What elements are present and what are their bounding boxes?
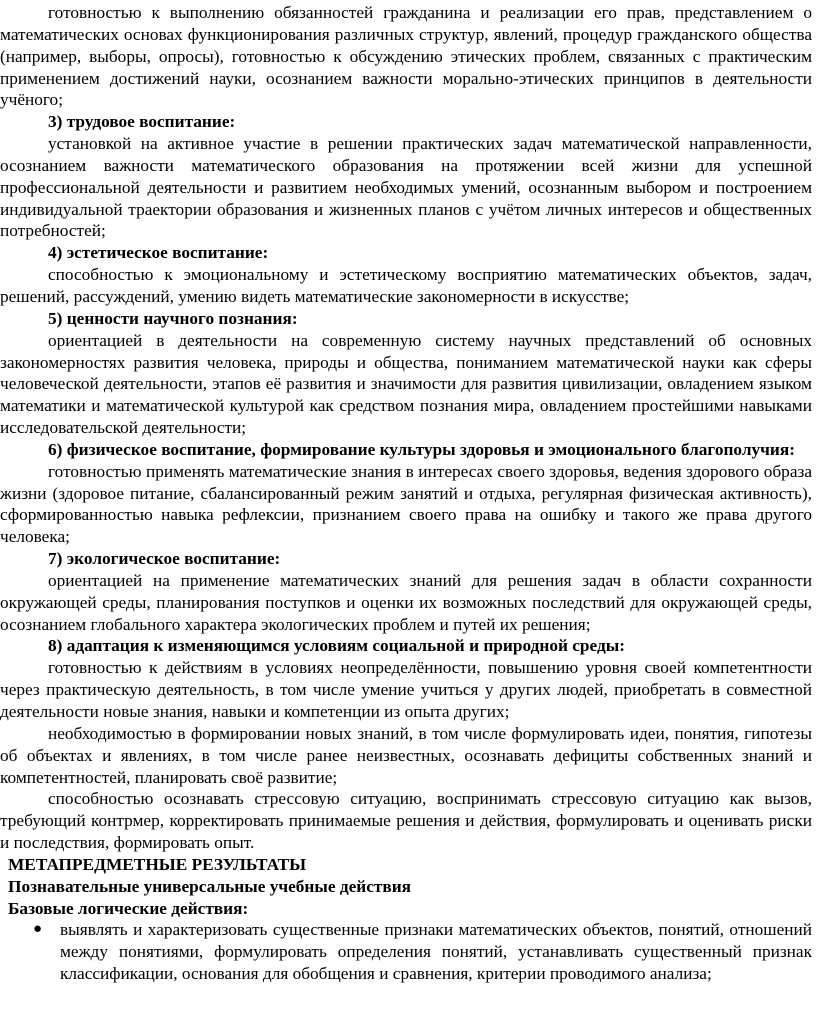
paragraph-civic-readiness: готовностью к выполнению обязанностей гражданина и реализации его прав, представлением о математических основах функционирования различных структур, явлений, процедур гражданского общества (например, выборы, опросы), готовностью к обсуждению этических проблем, связанных с практическим применением достижений науки, осознанием важности морально-этических принципов в деятельности учёного;: [0, 3, 812, 110]
bullet-list: [0, 919, 812, 985]
paragraph-aesthetic-education: способностью к эмоциональному и эстетическому восприятию математических объектов, задач, решений, рассуждений, умению видеть математические закономерности в искусстве;: [0, 265, 812, 306]
paragraph-scientific-values: ориентацией в деятельности на современную систему научных представлений об основных закономерностях развития человека, природы и общества, пониманием математической науки как сферы человеческой деятельности, этапов её развития и значимости для развития цивилизации, овладением языком математики и математической культурой как средством познания мира, овладением простейшими навыками исследовательской деятельности;: [0, 330, 812, 438]
subsection-title-cognitive: Познавательные универсальные учебные действия: [8, 876, 412, 896]
paragraph-adaptation-stress: способностью осознавать стрессовую ситуацию, воспринимать стрессовую ситуацию как вызов, требующий контрмер, корректировать принимаемые решения и действия, формулировать и оценивать риски и последствия, формировать опыт.: [0, 789, 812, 853]
list-item-text: выявлять и характеризовать существенные признаки математических объектов, понятий, отношений между понятиями, формулировать определения понятий, устанавливать существенный признак классификации, основания для обобщения и сравнения, критерии проводимого анализа;: [60, 920, 812, 984]
heading-ecological-education: 7) экологическое воспитание:: [48, 549, 281, 569]
list-item: [0, 919, 812, 985]
section-title-metasubject: МЕТАПРЕДМЕТНЫЕ РЕЗУЛЬТАТЫ: [8, 854, 307, 874]
heading-physical-education: 6) физическое воспитание, формирование культуры здоровья и эмоционального благополучия:: [48, 439, 795, 459]
heading-aesthetic-education: 4) эстетическое воспитание:: [48, 243, 269, 263]
subsubsection-title-logical: Базовые логические действия:: [8, 898, 249, 918]
paragraph-labor-education: установкой на активное участие в решении практических задач математической направленности, осознанием важности математического образования на протяжении всей жизни для успешной профессиональной деятельности и развитием необходимых умений, осознанным выбором и построением индивидуальной траектории образования и жизненных планов с учётом личных интересов и общественных потребностей;: [0, 134, 812, 241]
bullet-icon: ●: [33, 921, 43, 938]
paragraph-adaptation-uncertainty: готовностью к действиям в условиях неопределённости, повышению уровня своей компетентности через практическую деятельность, в том числе умение учиться у других людей, приобретать в совместной деятельности новые знания, навыки и компетенции из опыта других;: [0, 658, 812, 721]
paragraph-adaptation-knowledge: необходимостью в формировании новых знаний, в том числе формулировать идеи, понятия, гипотезы об объектах и явлениях, в том числе ранее неизвестных, осознавать дефициты собственных знаний и компетентностей, планировать своё развитие;: [0, 723, 812, 787]
paragraph-physical-education: готовностью применять математические знания в интересах своего здоровья, ведения здорового образа жизни (здоровое питание, сбалансированный режим занятий и отдыха, регулярная физическая активность), сформированностью навыка рефлексии, признанием своего права на ошибку и такого же права другого человека;: [0, 461, 812, 547]
heading-labor-education: 3) трудовое воспитание:: [48, 112, 236, 132]
paragraph-ecological-education: ориентацией на применение математических знаний для решения задач в области сохранности окружающей среды, планирования поступков и оценки их возможных последствий для окружающей среды, осознанием глобального характера экологических проблем и путей их решения;: [0, 570, 812, 634]
heading-scientific-values: 5) ценности научного познания:: [48, 308, 298, 328]
heading-adaptation: 8) адаптация к изменяющимся условиям социальной и природной среды:: [48, 636, 625, 656]
